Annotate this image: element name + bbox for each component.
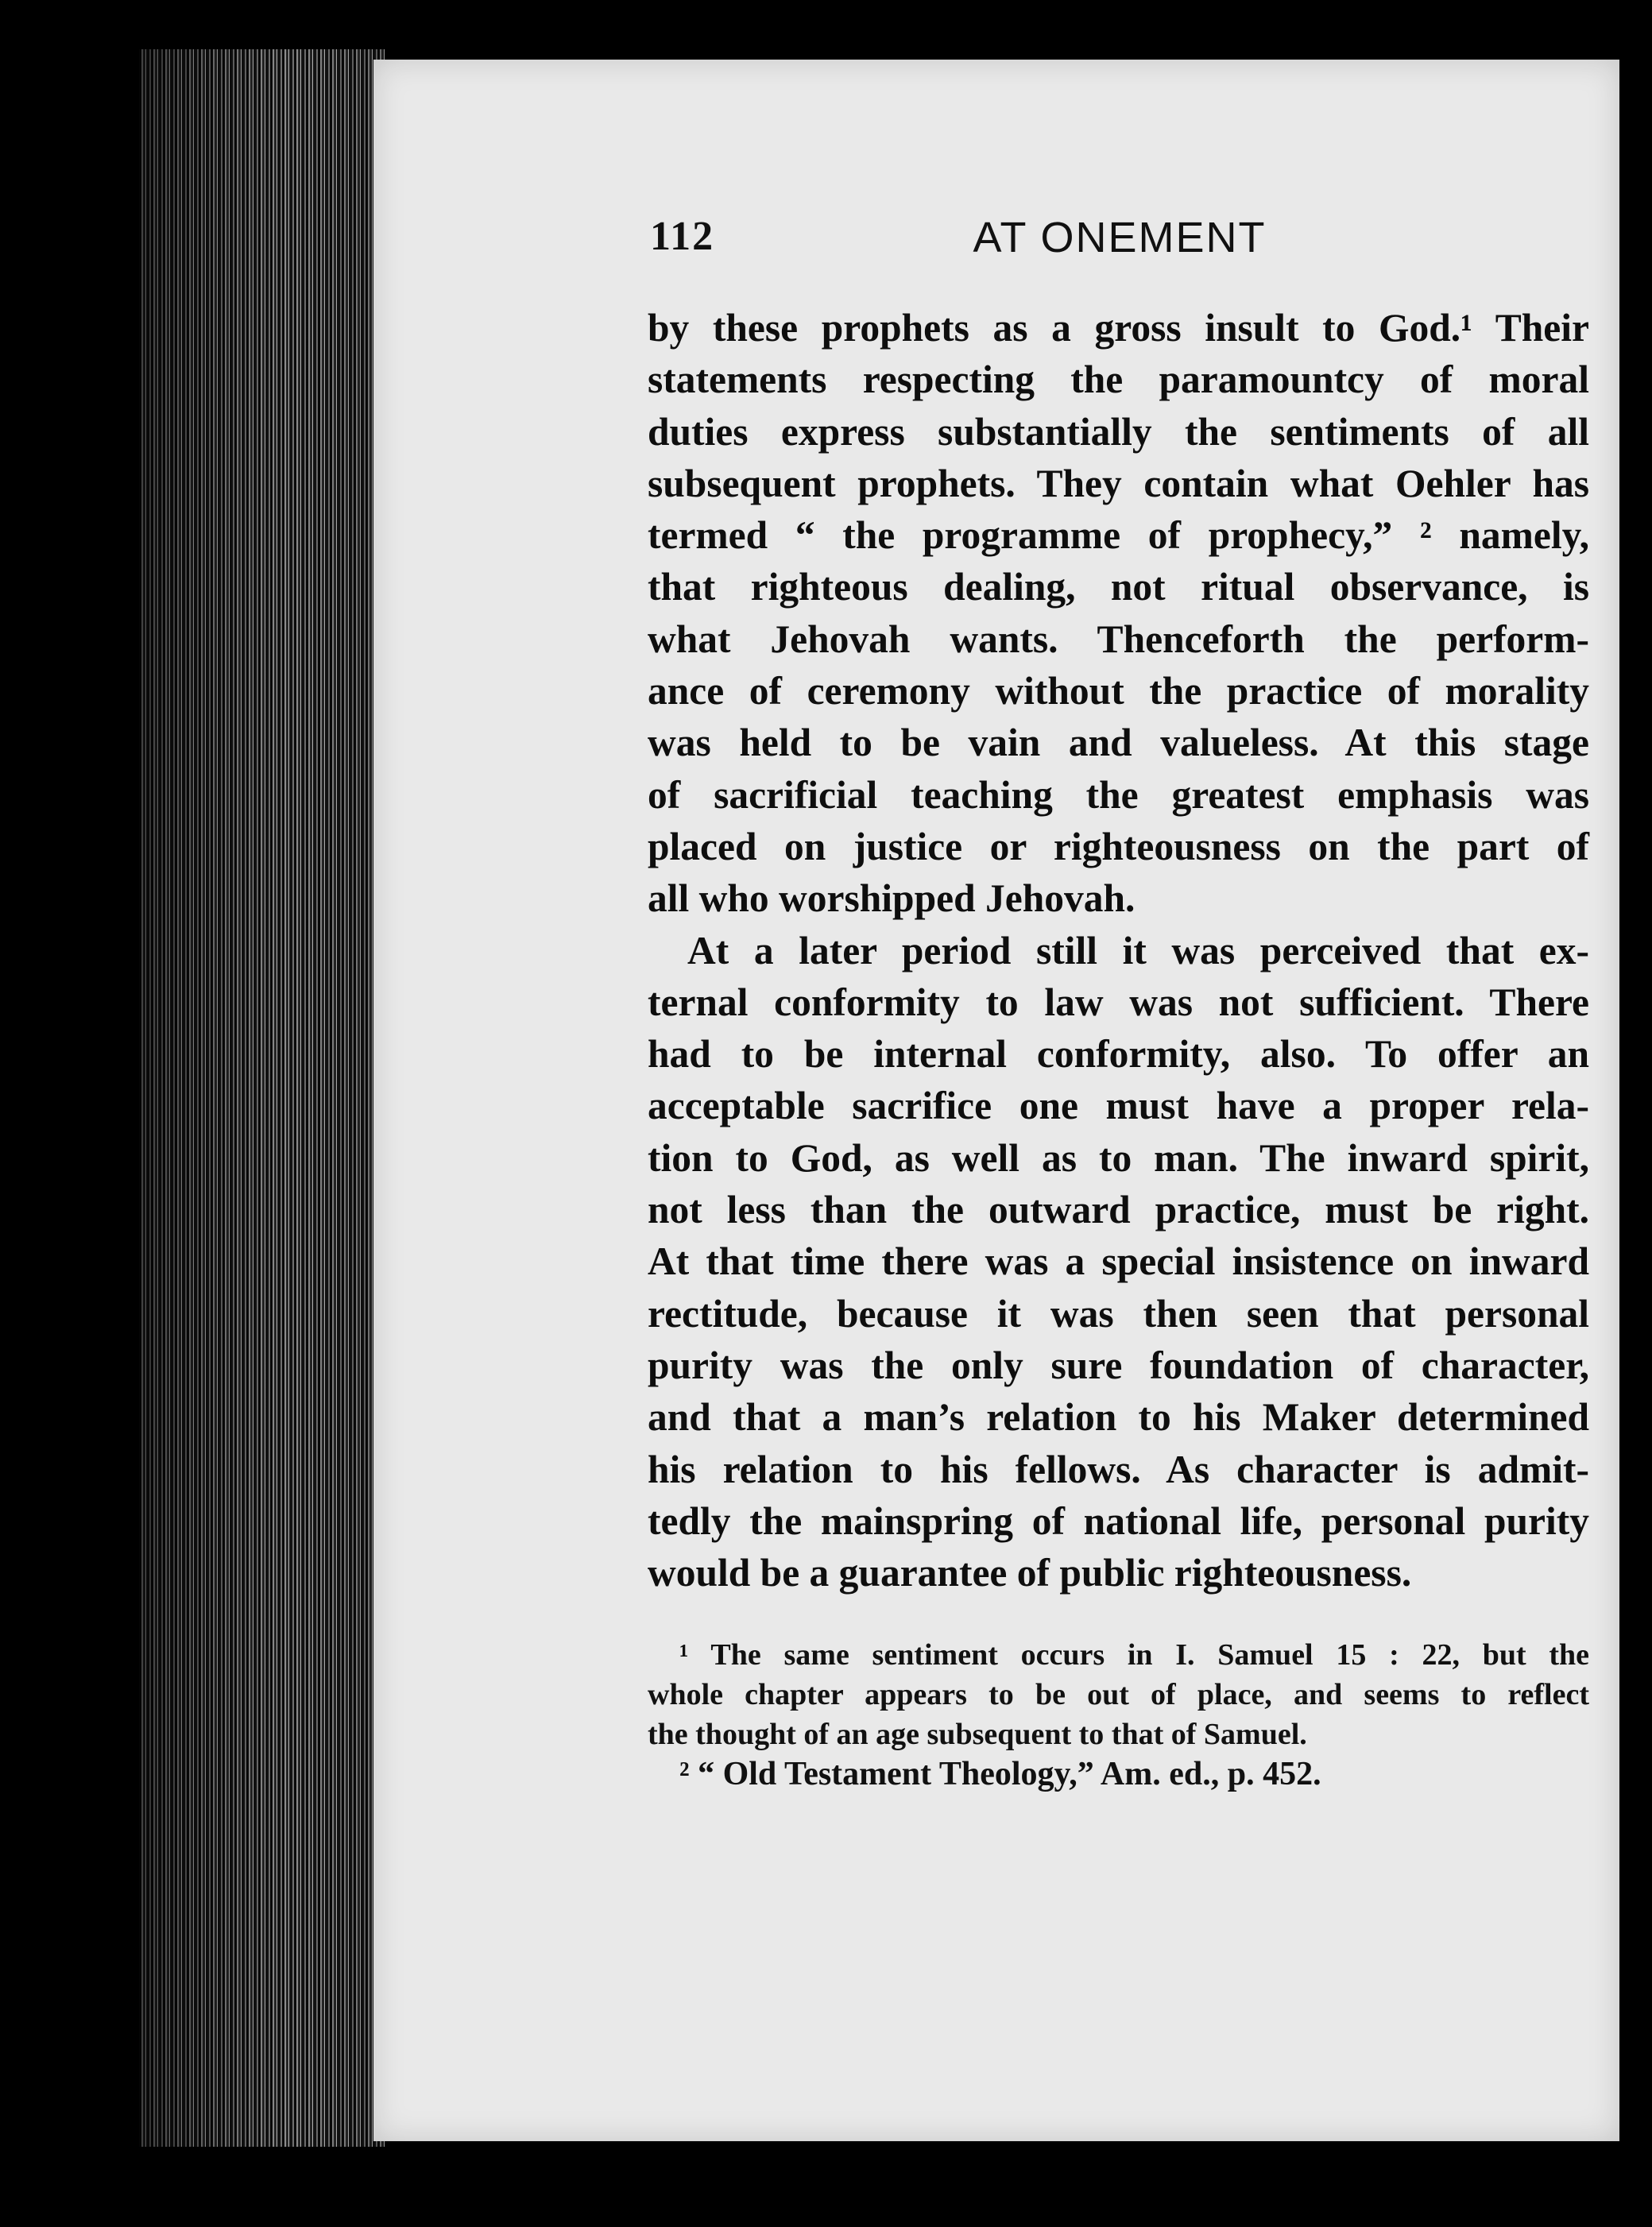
text-line: and that a man’s relation to his Maker determined [648, 1395, 1589, 1440]
footnotes [648, 1635, 1589, 1794]
body-text [648, 302, 1589, 1599]
text-line: acceptable sacrifice one must have a proper rela- [648, 1084, 1589, 1128]
text-line: of sacrificial teaching the greatest emphasis was [648, 772, 1589, 817]
footnote-1-line: whole chapter appears to be out of place, and seems to reflect [648, 1678, 1589, 1711]
text-line: ternal conformity to law was not sufficient. There [648, 980, 1589, 1024]
text-line: rectitude, because it was then seen that personal [648, 1291, 1589, 1336]
footnote-1-line: ¹ The same sentiment occurs in I. Samuel 15 : 22, but the [679, 1638, 1589, 1672]
text-line: would be a guarantee of public righteousness. [648, 1551, 1412, 1595]
text-line: that righteous dealing, not ritual observance, is [648, 565, 1589, 609]
text-line: was held to be vain and valueless. At this stage [648, 721, 1589, 765]
page-edges [139, 49, 385, 2147]
text-line: what Jehovah wants. Thenceforth the perform- [648, 617, 1589, 661]
text-line: had to be internal conformity, also. To offer an [648, 1032, 1589, 1077]
text-line: statements respecting the paramountcy of moral [648, 358, 1589, 402]
text-line: not less than the outward practice, must be right. [648, 1188, 1589, 1232]
page-number: 112 [650, 214, 715, 259]
text-line: by these prophets as a gross insult to God.¹ Their [648, 306, 1589, 350]
text-line: his relation to his fellows. As character is admit- [648, 1447, 1589, 1491]
text-line: placed on justice or righteousness on the part of [648, 824, 1589, 868]
text-line: At a later period still it was perceived that ex- [687, 928, 1589, 972]
text-line: tion to God, as well as to man. The inward spirit, [648, 1135, 1589, 1180]
text-line: ance of ceremony without the practice of morality [648, 669, 1589, 713]
footnote-2: ² “ Old Testament Theology,” Am. ed., p. 452. [679, 1756, 1321, 1792]
text-line: all who worshipped Jehovah. [648, 876, 1136, 921]
text-line: subsequent prophets. They contain what Oehler has [648, 461, 1589, 505]
footnote-1-line: the thought of an age subsequent to that of Samuel. [648, 1718, 1307, 1751]
text-line: tedly the mainspring of national life, personal purity [648, 1498, 1589, 1543]
text-line: purity was the only sure foundation of character, [648, 1343, 1589, 1387]
text-line: termed “ the programme of prophecy,” ² namely, [648, 513, 1589, 558]
text-line: duties express substantially the sentiments of all [648, 409, 1589, 454]
text-line: At that time there was a special insistence on inward [648, 1239, 1589, 1284]
running-head [650, 213, 1589, 269]
chapter-title: AT ONEMENT [973, 214, 1267, 261]
